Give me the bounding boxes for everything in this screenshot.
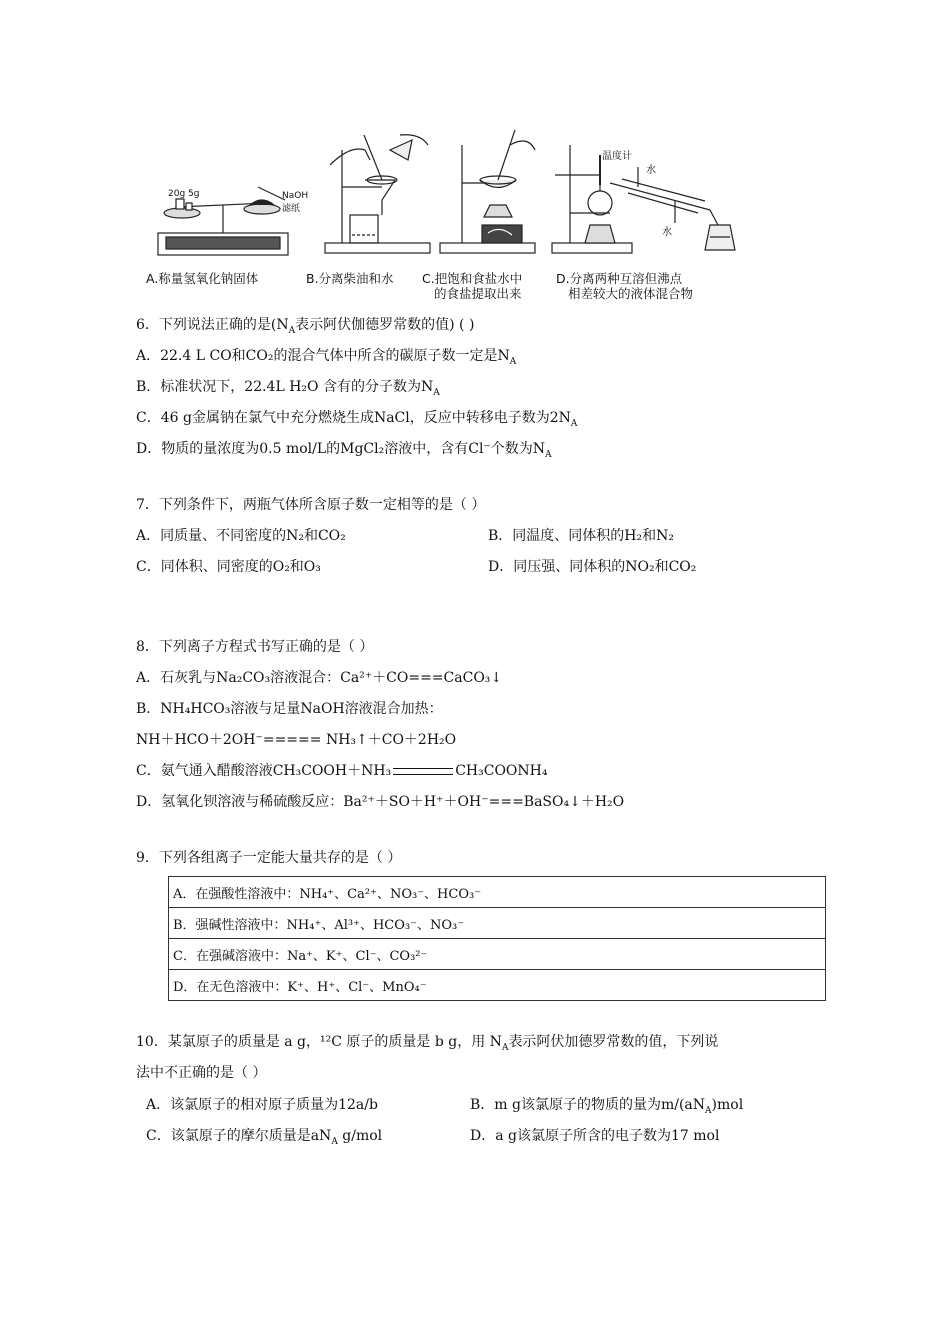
caption-a: A.称量氢氧化钠固体: [146, 271, 259, 286]
caption-d-line1: D.分离两种互溶但沸点: [556, 271, 683, 286]
q6-option-d: D．物质的量浓度为0.5 mol/L的MgCl₂溶液中，含有Cl⁻个数为$N_A$: [136, 441, 552, 460]
q10-option-a: A．该氯原子的相对原子质量为12a/b: [146, 1097, 378, 1113]
filter-paper-label: 滤纸: [282, 204, 301, 214]
q10-option-d: D．a g该氯原子所含的电子数为17 mol: [470, 1128, 720, 1144]
separatory-funnel-drawing: [325, 135, 430, 253]
caption-b: B.分离柴油和水: [306, 271, 394, 286]
q9-option-c: C．在强碱溶液中：Na⁺、K⁺、Cl⁻、CO₃²⁻: [169, 939, 826, 970]
q7-stem: 7．下列条件下，两瓶气体所含原子数一定相等的是（ ）: [136, 497, 486, 513]
q7-option-b: B．同温度、同体积的H₂和N₂: [488, 528, 674, 544]
q7-option-a: A．同质量、不同密度的N₂和CO₂: [136, 528, 346, 544]
q9-option-b: B．强碱性溶液中：NH₄⁺、Al³⁺、HCO₃⁻、NO₃⁻: [169, 908, 826, 939]
apparatus-drawings: [150, 125, 740, 275]
caption-c-line1: C.把饱和食盐水中: [422, 271, 523, 286]
q9-option-a: A．在强酸性溶液中：NH₄⁺、Ca²⁺、NO₃⁻、HCO₃⁻: [169, 877, 826, 908]
q8-option-a: A．石灰乳与Na₂CO₃溶液混合：Ca²⁺＋CO===CaCO₃↓: [136, 670, 503, 686]
evaporation-drawing: [440, 130, 535, 253]
q7-option-d: D．同压强、同体积的NO₂和CO₂: [488, 559, 697, 575]
q8-option-d: D．氢氧化钡溶液与稀硫酸反应：Ba²⁺＋SO＋H⁺＋OH⁻===BaSO₄↓＋H₂O: [136, 794, 625, 810]
q6-option-c: C．46 g金属钠在氯气中充分燃烧生成NaCl，反应中转移电子数为$2N_A$: [136, 410, 578, 429]
naoh-label: NaOH: [282, 191, 309, 201]
q10-stem-line2: 法中不正确的是（ ）: [136, 1065, 267, 1081]
q8-option-c: C．氨气通入醋酸溶液CH₃COOH＋NH₃ CH₃COONH₄: [136, 763, 548, 779]
q9-stem: 9．下列各组离子一定能大量共存的是（ ）: [136, 850, 402, 866]
q9-option-d: D．在无色溶液中：K⁺、H⁺、Cl⁻、MnO₄⁻: [169, 970, 826, 1001]
table-row: [169, 939, 826, 970]
table-row: [169, 908, 826, 939]
water-out-label: 水: [662, 227, 672, 238]
water-in-label: 水: [646, 165, 656, 176]
q10-option-c: C．该氯原子的摩尔质量是$aN_A$ g/mol: [146, 1128, 383, 1147]
q10-stem-line1: 10．某氯原子的质量是 a g，¹²C 原子的质量是 b g，用 $N_A$表示阿伏加德罗常数的值，下列说: [136, 1034, 719, 1053]
table-row: [169, 877, 826, 908]
q8-option-b: B．NH₄HCO₃溶液与足量NaOH溶液混合加热：: [136, 701, 443, 717]
equals-double-line: [393, 768, 453, 775]
q8-option-b-equation: NH＋HCO＋2OH⁻===== NH₃↑＋CO＋2H₂O: [136, 732, 457, 748]
caption-c-line2: 的食盐提取出来: [434, 286, 522, 301]
q6-option-a: A．22.4 L CO和CO₂的混合气体中所含的碳原子数一定是$N_A$: [136, 348, 517, 367]
q6-stem: 6．下列说法正确的是($N_A$表示阿伏伽德罗常数的值) ( ): [136, 317, 475, 336]
table-row: [169, 970, 826, 1001]
q6-option-b: B．标准状况下，22.4L H₂O 含有的分子数为$N_A$: [136, 379, 440, 398]
q7-option-c: C．同体积、同密度的O₂和O₃: [136, 559, 321, 575]
caption-d-line2: 相差较大的液体混合物: [568, 286, 694, 301]
q9-options-table: [168, 876, 826, 1001]
distillation-drawing: [552, 145, 735, 253]
q10-option-b: B．m g该氯原子的物质的量为$m/(aN_A)mol$: [470, 1097, 744, 1116]
lab-apparatus-figure: [146, 125, 740, 305]
weights-label: 20g 5g: [168, 189, 200, 199]
thermometer-label: 温度计: [602, 151, 632, 162]
q8-stem: 8．下列离子方程式书写正确的是（ ）: [136, 639, 374, 655]
